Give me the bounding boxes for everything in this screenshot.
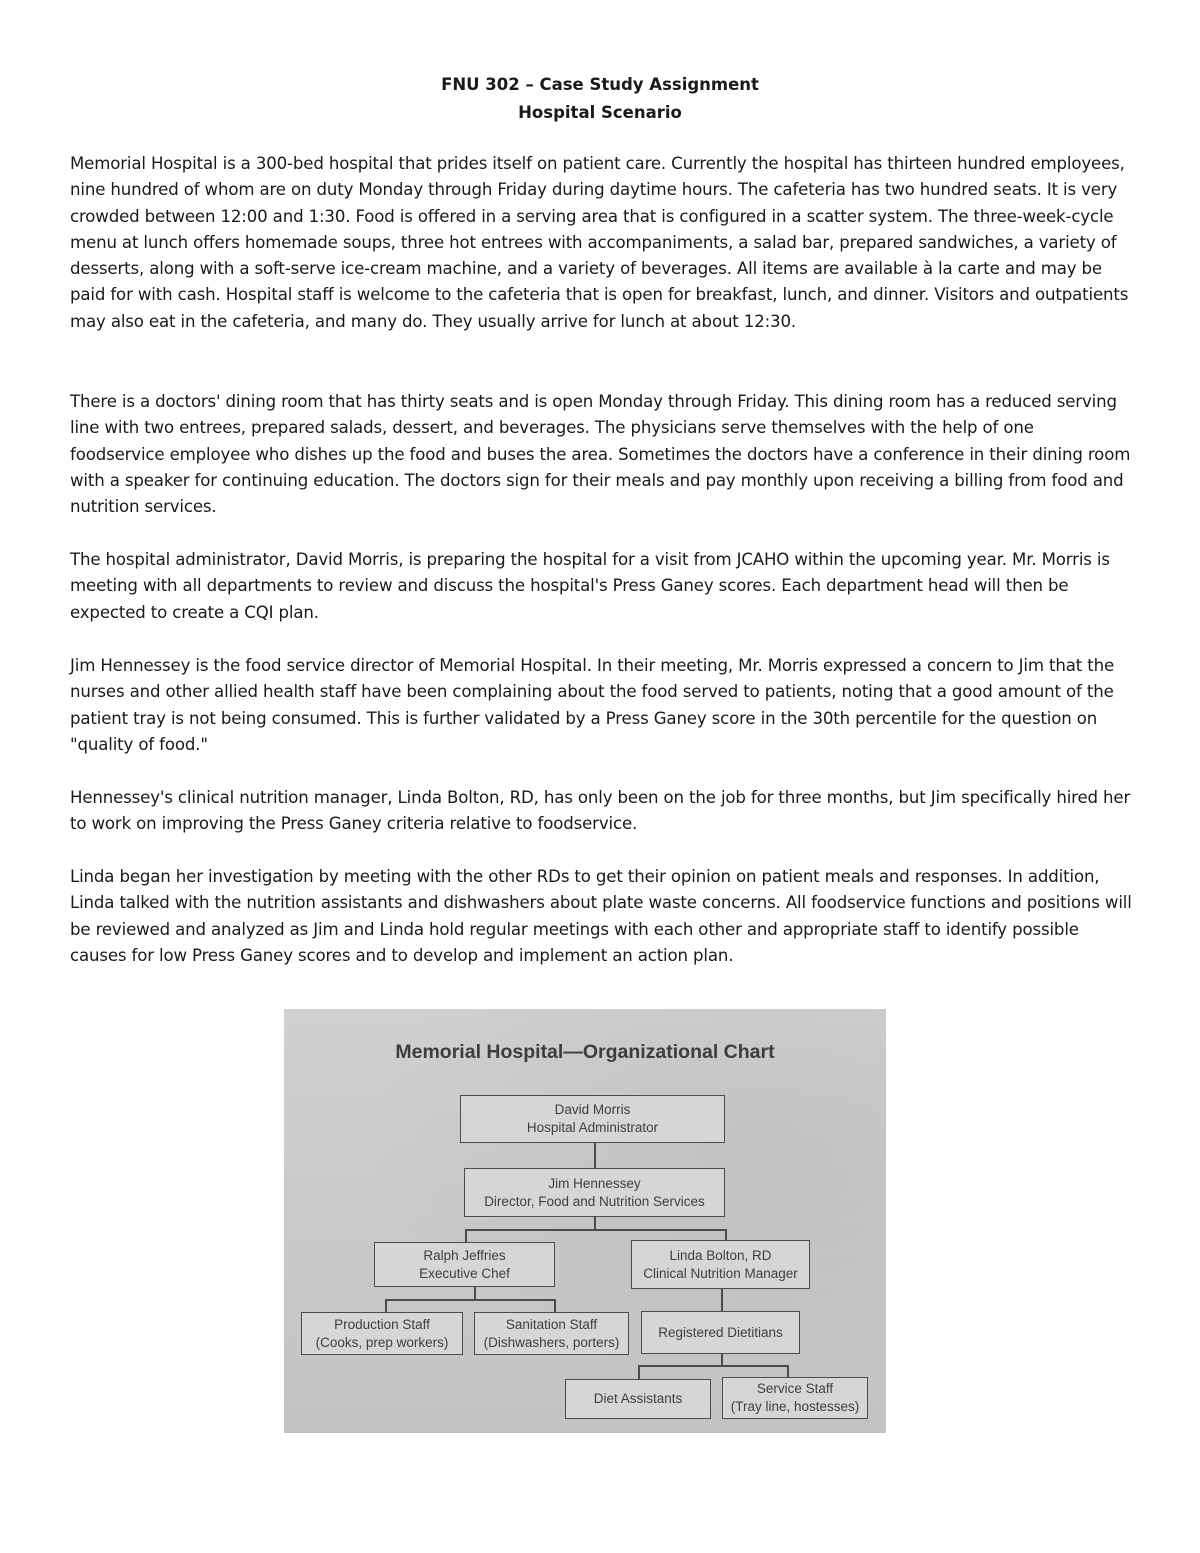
org-box-service-staff bbox=[722, 1377, 868, 1419]
document-title: FNU 302 – Case Study Assignment bbox=[441, 75, 759, 94]
connector-line bbox=[385, 1299, 387, 1312]
connector-line bbox=[721, 1289, 723, 1311]
connector-line bbox=[465, 1229, 467, 1242]
paragraph-administrator: The hospital administrator, David Morris, is preparing the hospital for a visit from JCAHO within the upcoming year. Mr. Morris is meeting with all departments to review and discuss the hospital's Press Ganey scores. Each department head will then be expected to create a CQI plan. bbox=[70, 550, 1110, 622]
org-box-role: Director, Food and Nutrition Services bbox=[484, 1193, 705, 1209]
org-box-role: Clinical Nutrition Manager bbox=[643, 1265, 798, 1281]
paragraph-investigation: Linda began her investigation by meeting with the other RDs to get their opinion on patient meals and responses. In addition, Linda talked with the nutrition assistants and dishwashers about plate waste concerns. All foodservice functions and positions will be reviewed and analyzed as Jim and Linda hold regular meetings with each other and appropriate staff to identify possible causes for low Press Ganey scores and to develop and implement an action plan. bbox=[70, 867, 1132, 965]
org-box-name: Service Staff bbox=[756, 1381, 834, 1396]
paragraph-nutrition-manager: Hennessey's clinical nutrition manager, Linda Bolton, RD, has only been on the job for three months, but Jim specifically hired her to work on improving the Press Ganey criteria relative to foodservice. bbox=[70, 788, 1131, 834]
connector-line bbox=[385, 1299, 555, 1301]
org-chart-title: Memorial Hospital—Organizational Chart bbox=[395, 1041, 775, 1063]
connector-line bbox=[721, 1354, 723, 1365]
org-box-nutrition-manager bbox=[631, 1240, 810, 1289]
org-box-name: Diet Assistants bbox=[593, 1391, 683, 1406]
connector-line bbox=[474, 1287, 476, 1299]
paragraph-director: Jim Hennessey is the food service director of Memorial Hospital. In their meeting, Mr. Morris expressed a concern to Jim that the nurses and other allied health staff have been complaining about the food served to patients, noting that a good amount of the patient tray is not being consumed. This is further validated by a Press Ganey score in the 30th percentile for the question on "quality of food." bbox=[70, 656, 1115, 754]
org-box-name: Registered Dietitians bbox=[658, 1324, 783, 1340]
org-box-role: (Tray line, hostesses) bbox=[730, 1399, 860, 1414]
org-box-sanitation-staff bbox=[474, 1312, 629, 1355]
document-subtitle: Hospital Scenario bbox=[518, 103, 682, 122]
connector-line bbox=[638, 1365, 788, 1367]
org-box-diet-assistants bbox=[565, 1379, 711, 1419]
org-chart-image bbox=[284, 1009, 886, 1433]
org-box-name: Linda Bolton, RD bbox=[669, 1247, 772, 1263]
org-box-name: Production Staff bbox=[334, 1316, 430, 1332]
org-box-name: Sanitation Staff bbox=[505, 1316, 598, 1332]
org-box-role: (Dishwashers, porters) bbox=[483, 1334, 620, 1350]
org-box-production-staff bbox=[301, 1312, 463, 1355]
connector-line bbox=[638, 1365, 640, 1379]
org-box-name: Jim Hennessey bbox=[548, 1175, 641, 1191]
org-box-director bbox=[464, 1168, 725, 1217]
org-box-name: David Morris bbox=[554, 1102, 631, 1117]
org-box-administrator bbox=[460, 1095, 725, 1143]
connector-line bbox=[554, 1299, 556, 1312]
connector-line bbox=[787, 1365, 789, 1377]
connector-line bbox=[594, 1143, 596, 1168]
org-box-name: Ralph Jeffries bbox=[423, 1247, 506, 1263]
connector-line bbox=[465, 1229, 726, 1231]
connector-line bbox=[725, 1229, 727, 1240]
org-box-executive-chef bbox=[374, 1242, 555, 1287]
paragraph-cafeteria: Memorial Hospital is a 300-bed hospital that prides itself on patient care. Currently the hospital has thirteen hundred employees, nine hundred of whom are on duty Monday through Friday during daytime hours. The cafeteria has two hundred seats. It is very crowded between 12:00 and 1:30. Food is offered in a serving area that is configured in a scatter system. The three-week-cycle menu at lunch offers homemade soups, three hot entrees with accompaniments, a salad bar, prepared sandwiches, a variety of desserts, along with a soft-serve ice-cream machine, and a variety of beverages. All items are available à la carte and may be paid for with cash. Hospital staff is welcome to the cafeteria that is open for breakfast, lunch, and dinner. Visitors and outpatients may also eat in the cafeteria, and many do. They usually arrive for lunch at about 12:30. bbox=[70, 154, 1129, 331]
connector-line bbox=[594, 1217, 596, 1229]
org-box-role: Executive Chef bbox=[419, 1265, 510, 1281]
org-box-role: (Cooks, prep workers) bbox=[315, 1334, 449, 1350]
org-box-role: Hospital Administrator bbox=[526, 1120, 659, 1135]
paragraph-doctors-dining: There is a doctors' dining room that has thirty seats and is open Monday through Friday. This dining room has a reduced serving line with two entrees, prepared salads, dessert, and beverages. The physicians serve themselves with the help of one foodservice employee who dishes up the food and buses the area. Sometimes the doctors have a conference in their dining room with a speaker for continuing education. The doctors sign for their meals and pay monthly upon receiving a billing from food and nutrition services. bbox=[70, 392, 1131, 517]
org-box-registered-dietitians bbox=[641, 1311, 800, 1354]
